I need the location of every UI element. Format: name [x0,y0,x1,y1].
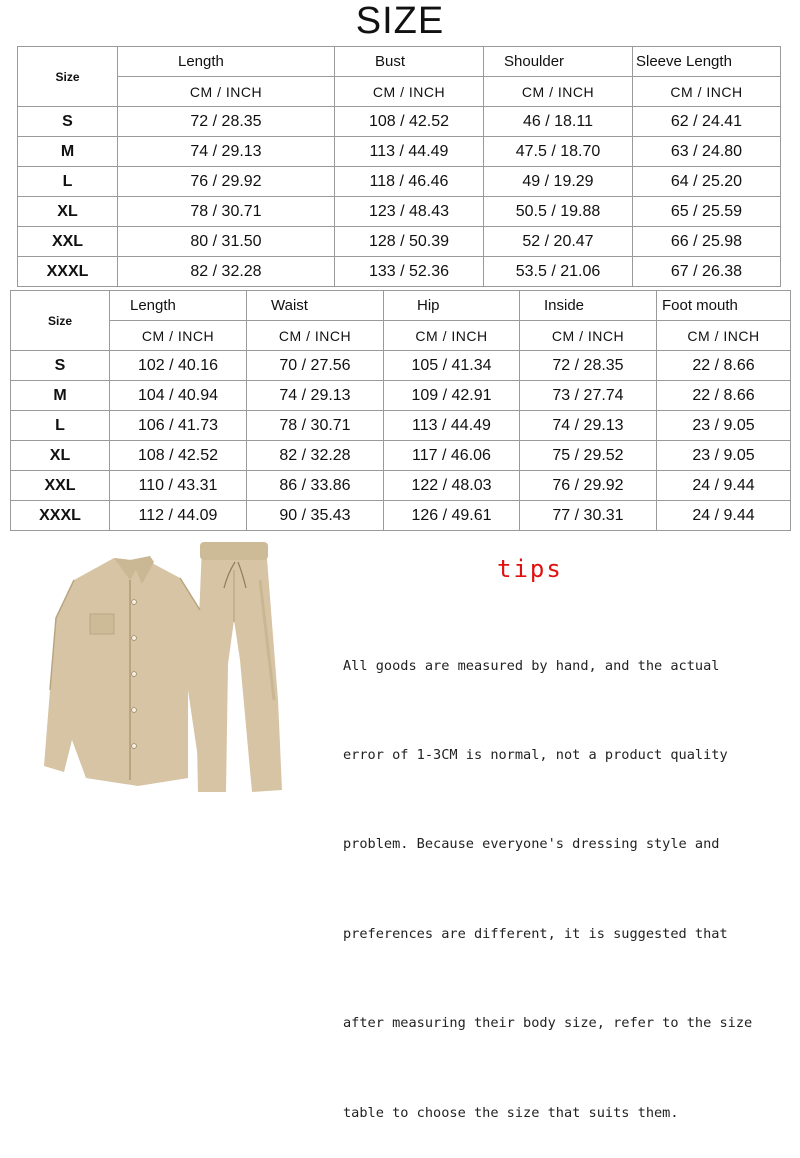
unit-header: CM / INCH [633,77,781,107]
tips-line: error of 1-3CM is normal, not a product quality [343,746,728,763]
measurement-cell: 126 / 49.61 [384,501,520,531]
product-photo [30,540,300,795]
measurement-cell: 80 / 31.50 [118,227,335,257]
measurement-cell: 112 / 44.09 [110,501,247,531]
measurement-cell: 105 / 41.34 [384,351,520,381]
measurement-cell: 90 / 35.43 [247,501,384,531]
column-header-waist: Waist [247,291,384,321]
size-header: Size [11,291,110,351]
table-row [18,257,781,287]
table-row [18,167,781,197]
measurement-cell: 123 / 48.43 [335,197,484,227]
measurement-cell: 133 / 52.36 [335,257,484,287]
measurement-cell: 74 / 29.13 [247,381,384,411]
measurement-cell: 102 / 40.16 [110,351,247,381]
size-cell: XXXL [18,257,118,287]
measurement-cell: 76 / 29.92 [118,167,335,197]
measurement-cell: 77 / 30.31 [520,501,657,531]
column-header-bust: Bust [335,47,484,77]
table-row [11,381,791,411]
column-header-inside: Inside [520,291,657,321]
table-row [18,137,781,167]
size-cell: L [11,411,110,441]
measurement-cell: 118 / 46.46 [335,167,484,197]
measurement-cell: 75 / 29.52 [520,441,657,471]
tips-line: All goods are measured by hand, and the actual [343,657,720,674]
size-cell: XXL [18,227,118,257]
measurement-cell: 53.5 / 21.06 [484,257,633,287]
measurement-cell: 65 / 25.59 [633,197,781,227]
measurement-cell: 23 / 9.05 [657,441,791,471]
table-row [11,441,791,471]
table-row [11,501,791,531]
size-cell: XL [11,441,110,471]
measurement-cell: 76 / 29.92 [520,471,657,501]
measurement-cell: 64 / 25.20 [633,167,781,197]
unit-header: CM / INCH [520,321,657,351]
unit-header: CM / INCH [335,77,484,107]
measurement-cell: 108 / 42.52 [110,441,247,471]
measurement-cell: 109 / 42.91 [384,381,520,411]
tips-line: table to choose the size that suits them. [343,1104,679,1121]
tips-line: after measuring their body size, refer to the size [343,1015,753,1032]
measurement-cell: 47.5 / 18.70 [484,137,633,167]
size-cell: S [11,351,110,381]
measurement-cell: 82 / 32.28 [247,441,384,471]
measurement-cell: 86 / 33.86 [247,471,384,501]
tips-line: preferences are different, it is suggested that [343,925,728,942]
measurement-cell: 106 / 41.73 [110,411,247,441]
tips-text [343,592,783,1158]
measurement-cell: 22 / 8.66 [657,381,791,411]
measurement-cell: 24 / 9.44 [657,471,791,501]
page-title: SIZE [355,0,445,42]
measurement-cell: 62 / 24.41 [633,107,781,137]
size-cell: L [18,167,118,197]
measurement-cell: 128 / 50.39 [335,227,484,257]
table-row [18,197,781,227]
size-cell: M [11,381,110,411]
size-cell: S [18,107,118,137]
measurement-cell: 113 / 44.49 [384,411,520,441]
measurement-cell: 74 / 29.13 [118,137,335,167]
top-size-table [17,46,781,287]
measurement-cell: 78 / 30.71 [247,411,384,441]
measurement-cell: 82 / 32.28 [118,257,335,287]
measurement-cell: 49 / 19.29 [484,167,633,197]
column-header-foot-mouth: Foot mouth [657,291,791,321]
measurement-cell: 52 / 20.47 [484,227,633,257]
unit-header: CM / INCH [118,77,335,107]
table-row [11,411,791,441]
column-header-sleeve-length: Sleeve Length [633,47,781,77]
measurement-cell: 73 / 27.74 [520,381,657,411]
measurement-cell: 117 / 46.06 [384,441,520,471]
table-row [18,227,781,257]
column-header-hip: Hip [384,291,520,321]
measurement-cell: 108 / 42.52 [335,107,484,137]
tips-line: problem. Because everyone's dressing style and [343,836,720,853]
measurement-cell: 72 / 28.35 [118,107,335,137]
measurement-cell: 66 / 25.98 [633,227,781,257]
measurement-cell: 110 / 43.31 [110,471,247,501]
bottom-size-table [10,290,791,531]
measurement-cell: 78 / 30.71 [118,197,335,227]
size-header: Size [18,47,118,107]
column-header-length: Length [118,47,335,77]
measurement-cell: 50.5 / 19.88 [484,197,633,227]
tips-title: tips [497,555,563,583]
measurement-cell: 70 / 27.56 [247,351,384,381]
measurement-cell: 23 / 9.05 [657,411,791,441]
measurement-cell: 63 / 24.80 [633,137,781,167]
unit-header: CM / INCH [384,321,520,351]
size-cell: XXXL [11,501,110,531]
measurement-cell: 113 / 44.49 [335,137,484,167]
table-row [18,107,781,137]
measurement-cell: 72 / 28.35 [520,351,657,381]
unit-header: CM / INCH [657,321,791,351]
shirt-illustration [44,556,216,786]
column-header-shoulder: Shoulder [484,47,633,77]
measurement-cell: 46 / 18.11 [484,107,633,137]
measurement-cell: 104 / 40.94 [110,381,247,411]
table-row [11,471,791,501]
unit-header: CM / INCH [110,321,247,351]
table-row [11,351,791,381]
measurement-cell: 74 / 29.13 [520,411,657,441]
size-cell: XL [18,197,118,227]
column-header-length: Length [110,291,247,321]
measurement-cell: 24 / 9.44 [657,501,791,531]
size-cell: XXL [11,471,110,501]
unit-header: CM / INCH [484,77,633,107]
measurement-cell: 22 / 8.66 [657,351,791,381]
size-cell: M [18,137,118,167]
measurement-cell: 67 / 26.38 [633,257,781,287]
measurement-cell: 122 / 48.03 [384,471,520,501]
unit-header: CM / INCH [247,321,384,351]
